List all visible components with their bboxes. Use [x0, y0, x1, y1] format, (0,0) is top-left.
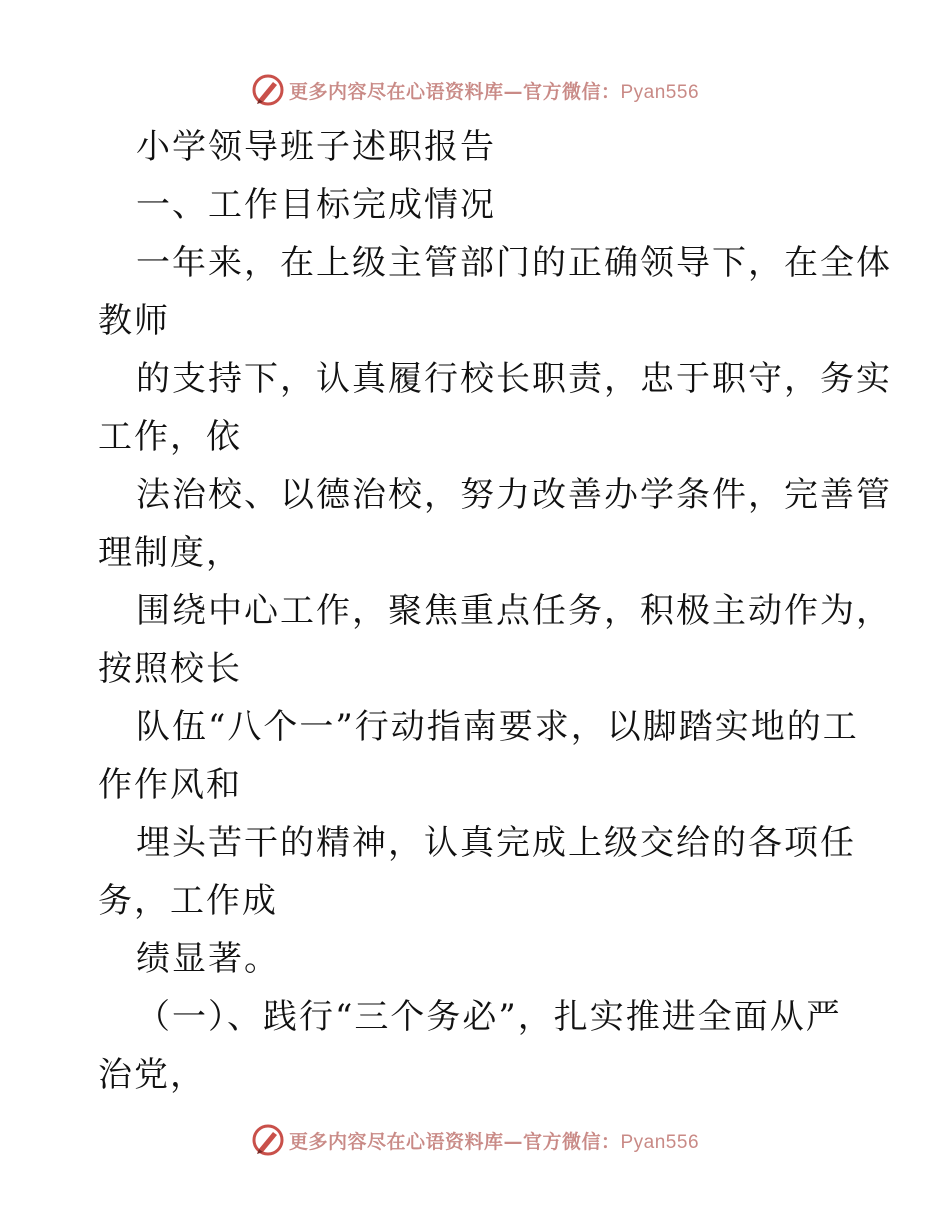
text-line: 一年来，在上级主管部门的正确领导下，在全体: [136, 243, 892, 283]
watermark-account: Pyan556: [620, 81, 700, 103]
footer-watermark: [0, 1120, 950, 1160]
text-line: 治党，: [98, 1055, 206, 1095]
pen-logo-icon: [251, 1123, 285, 1157]
text-line: 教师: [98, 301, 170, 341]
text-line: 工作，依: [98, 417, 242, 457]
text-line: 务，工作成: [98, 881, 278, 921]
watermark-account: Pyan556: [620, 1131, 700, 1153]
watermark-text: 更多内容尽在心语资料库—官方微信：Pyan556: [288, 80, 700, 103]
text-line: 围绕中心工作，聚焦重点任务，积极主动作为，: [136, 591, 892, 631]
text-line: 绩显著。: [136, 939, 280, 979]
text-line: 的支持下，认真履行校长职责，忠于职守，务实: [136, 359, 892, 399]
document-title: 小学领导班子述职报告: [136, 127, 496, 167]
document-body: [98, 118, 892, 1104]
pen-logo-icon: [251, 73, 285, 107]
text-line: 作作风和: [98, 765, 242, 805]
text-line: 埋头苦干的精神，认真完成上级交给的各项任: [136, 823, 856, 863]
text-line: 队伍“八个一”行动指南要求，以脚踏实地的工: [136, 707, 859, 747]
text-line: 法治校、以德治校，努力改善办学条件，完善管: [136, 475, 892, 515]
text-line: （一）、践行“三个务必”，扎实推进全面从严: [136, 997, 842, 1037]
text-line: 按照校长: [98, 649, 242, 689]
text-line: 一、工作目标完成情况: [136, 185, 496, 225]
watermark-text: 更多内容尽在心语资料库—官方微信：Pyan556: [288, 1130, 700, 1153]
text-line: 理制度，: [98, 533, 242, 573]
header-watermark: [0, 70, 950, 110]
